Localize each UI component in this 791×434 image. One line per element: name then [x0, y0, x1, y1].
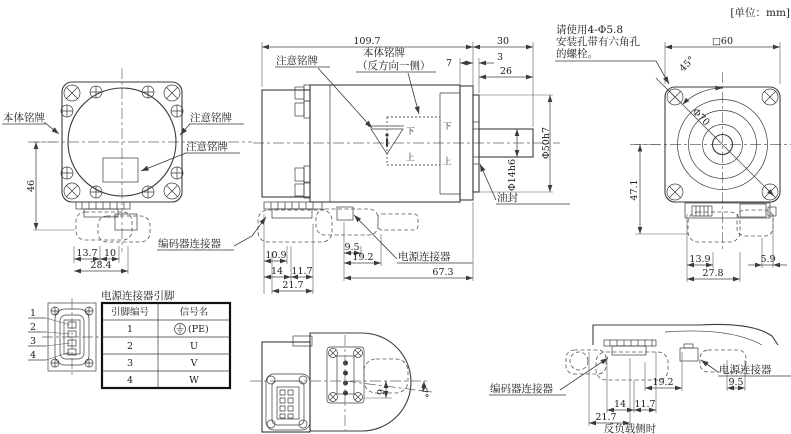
side-view	[157, 36, 570, 294]
label-caution-nameplate-1: 注意铭牌	[190, 112, 232, 124]
pin-row-2-signal: U	[189, 341, 199, 352]
pin-row-3-signal: V	[190, 358, 198, 369]
pin-row-2-number: 2	[126, 341, 134, 352]
dim-reverse-enc-w3: 21.7	[595, 412, 617, 423]
label-reverse-encoder-connector: 编码器连接器	[490, 383, 553, 395]
reverse-view-caption: 反负载侧时	[603, 423, 657, 434]
dim-rear-w1: 13.9	[689, 254, 711, 265]
pin-row-1-signal: (PE)	[188, 324, 209, 335]
label-encoder-connector: 编码器连接器	[158, 238, 221, 250]
side-view-connectors	[258, 202, 418, 242]
pin-table-section	[28, 289, 230, 388]
label-side-body-nameplate-line2: （反方向一侧）	[357, 60, 431, 72]
dim-bottom-angle: 7°	[417, 386, 430, 400]
units-note: [单位：mm]	[730, 7, 790, 19]
pin-row-3-number: 3	[126, 358, 134, 369]
note-mounting-bolts-line2: 安装孔带有六角孔	[556, 36, 640, 48]
label-power-connector: 电源连接器	[398, 251, 451, 263]
dim-reverse-enc-w1: 14	[613, 399, 627, 410]
rear-view-connectors	[685, 203, 776, 242]
label-reverse-power-connector: 电源连接器	[719, 364, 772, 376]
dim-reverse-pwr-w2: 19.2	[652, 377, 674, 388]
dim-rear-w2: 5.9	[760, 254, 776, 265]
pin-table-header-pin: 引脚编号	[110, 307, 150, 318]
pin-callout-1: 1	[30, 308, 37, 319]
dim-spigot-dia: Φ50h7	[541, 126, 552, 160]
label-caution-nameplate-2: 注意铭牌	[186, 141, 228, 153]
pin-callout-2: 2	[30, 322, 37, 333]
note-mounting-bolts-line3: 的螺栓。	[556, 48, 598, 60]
label-body-nameplate: 本体铭牌	[3, 112, 45, 124]
pin-row-4-number: 4	[126, 375, 134, 386]
dim-spigot-length: 3	[497, 52, 504, 63]
dim-enc-w3: 21.7	[282, 280, 304, 291]
dim-corner-angle: 45°	[677, 54, 698, 75]
label-side-caution-nameplate: 注意铭牌	[276, 55, 318, 67]
dim-reverse-enc-w2: 11.7	[634, 399, 656, 410]
front-view-connectors	[76, 202, 150, 242]
reverse-side-detail-view	[489, 324, 791, 434]
pin-row-4-signal: W	[189, 375, 199, 386]
power-connector-face-diagram	[28, 298, 102, 378]
bottom-encoder-connector	[266, 374, 310, 430]
label-oil-seal: 油封	[497, 192, 518, 204]
pin-callout-3: 3	[30, 336, 37, 347]
dim-front-w3: 28.4	[90, 260, 112, 271]
pin-table-title: 电源连接器引脚	[101, 290, 175, 302]
dim-pwr-to-flange: 67.3	[432, 267, 454, 278]
pin-row-1-number: 1	[126, 324, 134, 335]
dim-square-flange: □60	[711, 36, 734, 47]
dim-enc-w2: 11.7	[291, 266, 313, 277]
orientation-mark-up-outer: 上	[443, 157, 452, 167]
dim-shaft-length: 26	[499, 66, 513, 77]
bottom-detail-view	[250, 333, 432, 432]
orientation-mark-down-inner: 下	[406, 127, 415, 137]
dim-reverse-pwr-w1: 9.5	[728, 377, 744, 388]
rear-cover-screws	[295, 85, 310, 198]
dim-front-w1: 13.7	[76, 248, 98, 259]
dim-pwr-w2: 19.2	[352, 252, 374, 263]
pe-earth-icon	[175, 324, 186, 335]
bottom-power-connector	[327, 347, 364, 403]
rear-view	[555, 23, 791, 282]
warning-triangle-icon	[368, 126, 404, 154]
side-view-bottom-dimensions	[264, 202, 473, 294]
note-mounting-bolts-line1: 请使用4-Φ5.8	[556, 24, 624, 36]
dim-bottom-offset: 9	[376, 388, 387, 396]
orientation-mark-down-outer: 下	[443, 122, 452, 132]
dim-pwr-w1: 9.5	[344, 242, 360, 253]
dim-front-height: 46	[26, 179, 37, 193]
dim-total-length: 109.7	[353, 36, 381, 47]
pin-table-header-signal: 信号名	[179, 307, 209, 318]
pin-table-rows	[127, 324, 209, 387]
orientation-mark-up-inner: 上	[406, 153, 415, 163]
label-side-body-nameplate-line1: 本体铭牌	[363, 47, 405, 59]
dim-enc-offset: 10.9	[265, 250, 287, 261]
dim-flange-thickness: 7	[445, 58, 452, 69]
dim-rear-height: 47.1	[629, 179, 640, 201]
dim-front-w2: 10	[103, 248, 117, 259]
dim-shaft-dia: Φ14h6	[507, 158, 518, 192]
dim-rear-w3: 27.8	[702, 268, 724, 279]
side-view-diameter-dimensions	[479, 95, 553, 192]
front-view-dimensions	[26, 142, 128, 274]
pin-callout-4: 4	[30, 350, 37, 361]
dim-bolt-circle: Φ70	[689, 106, 712, 129]
dim-enc-w1: 14	[270, 266, 284, 277]
dim-shaft-total: 30	[496, 36, 510, 47]
